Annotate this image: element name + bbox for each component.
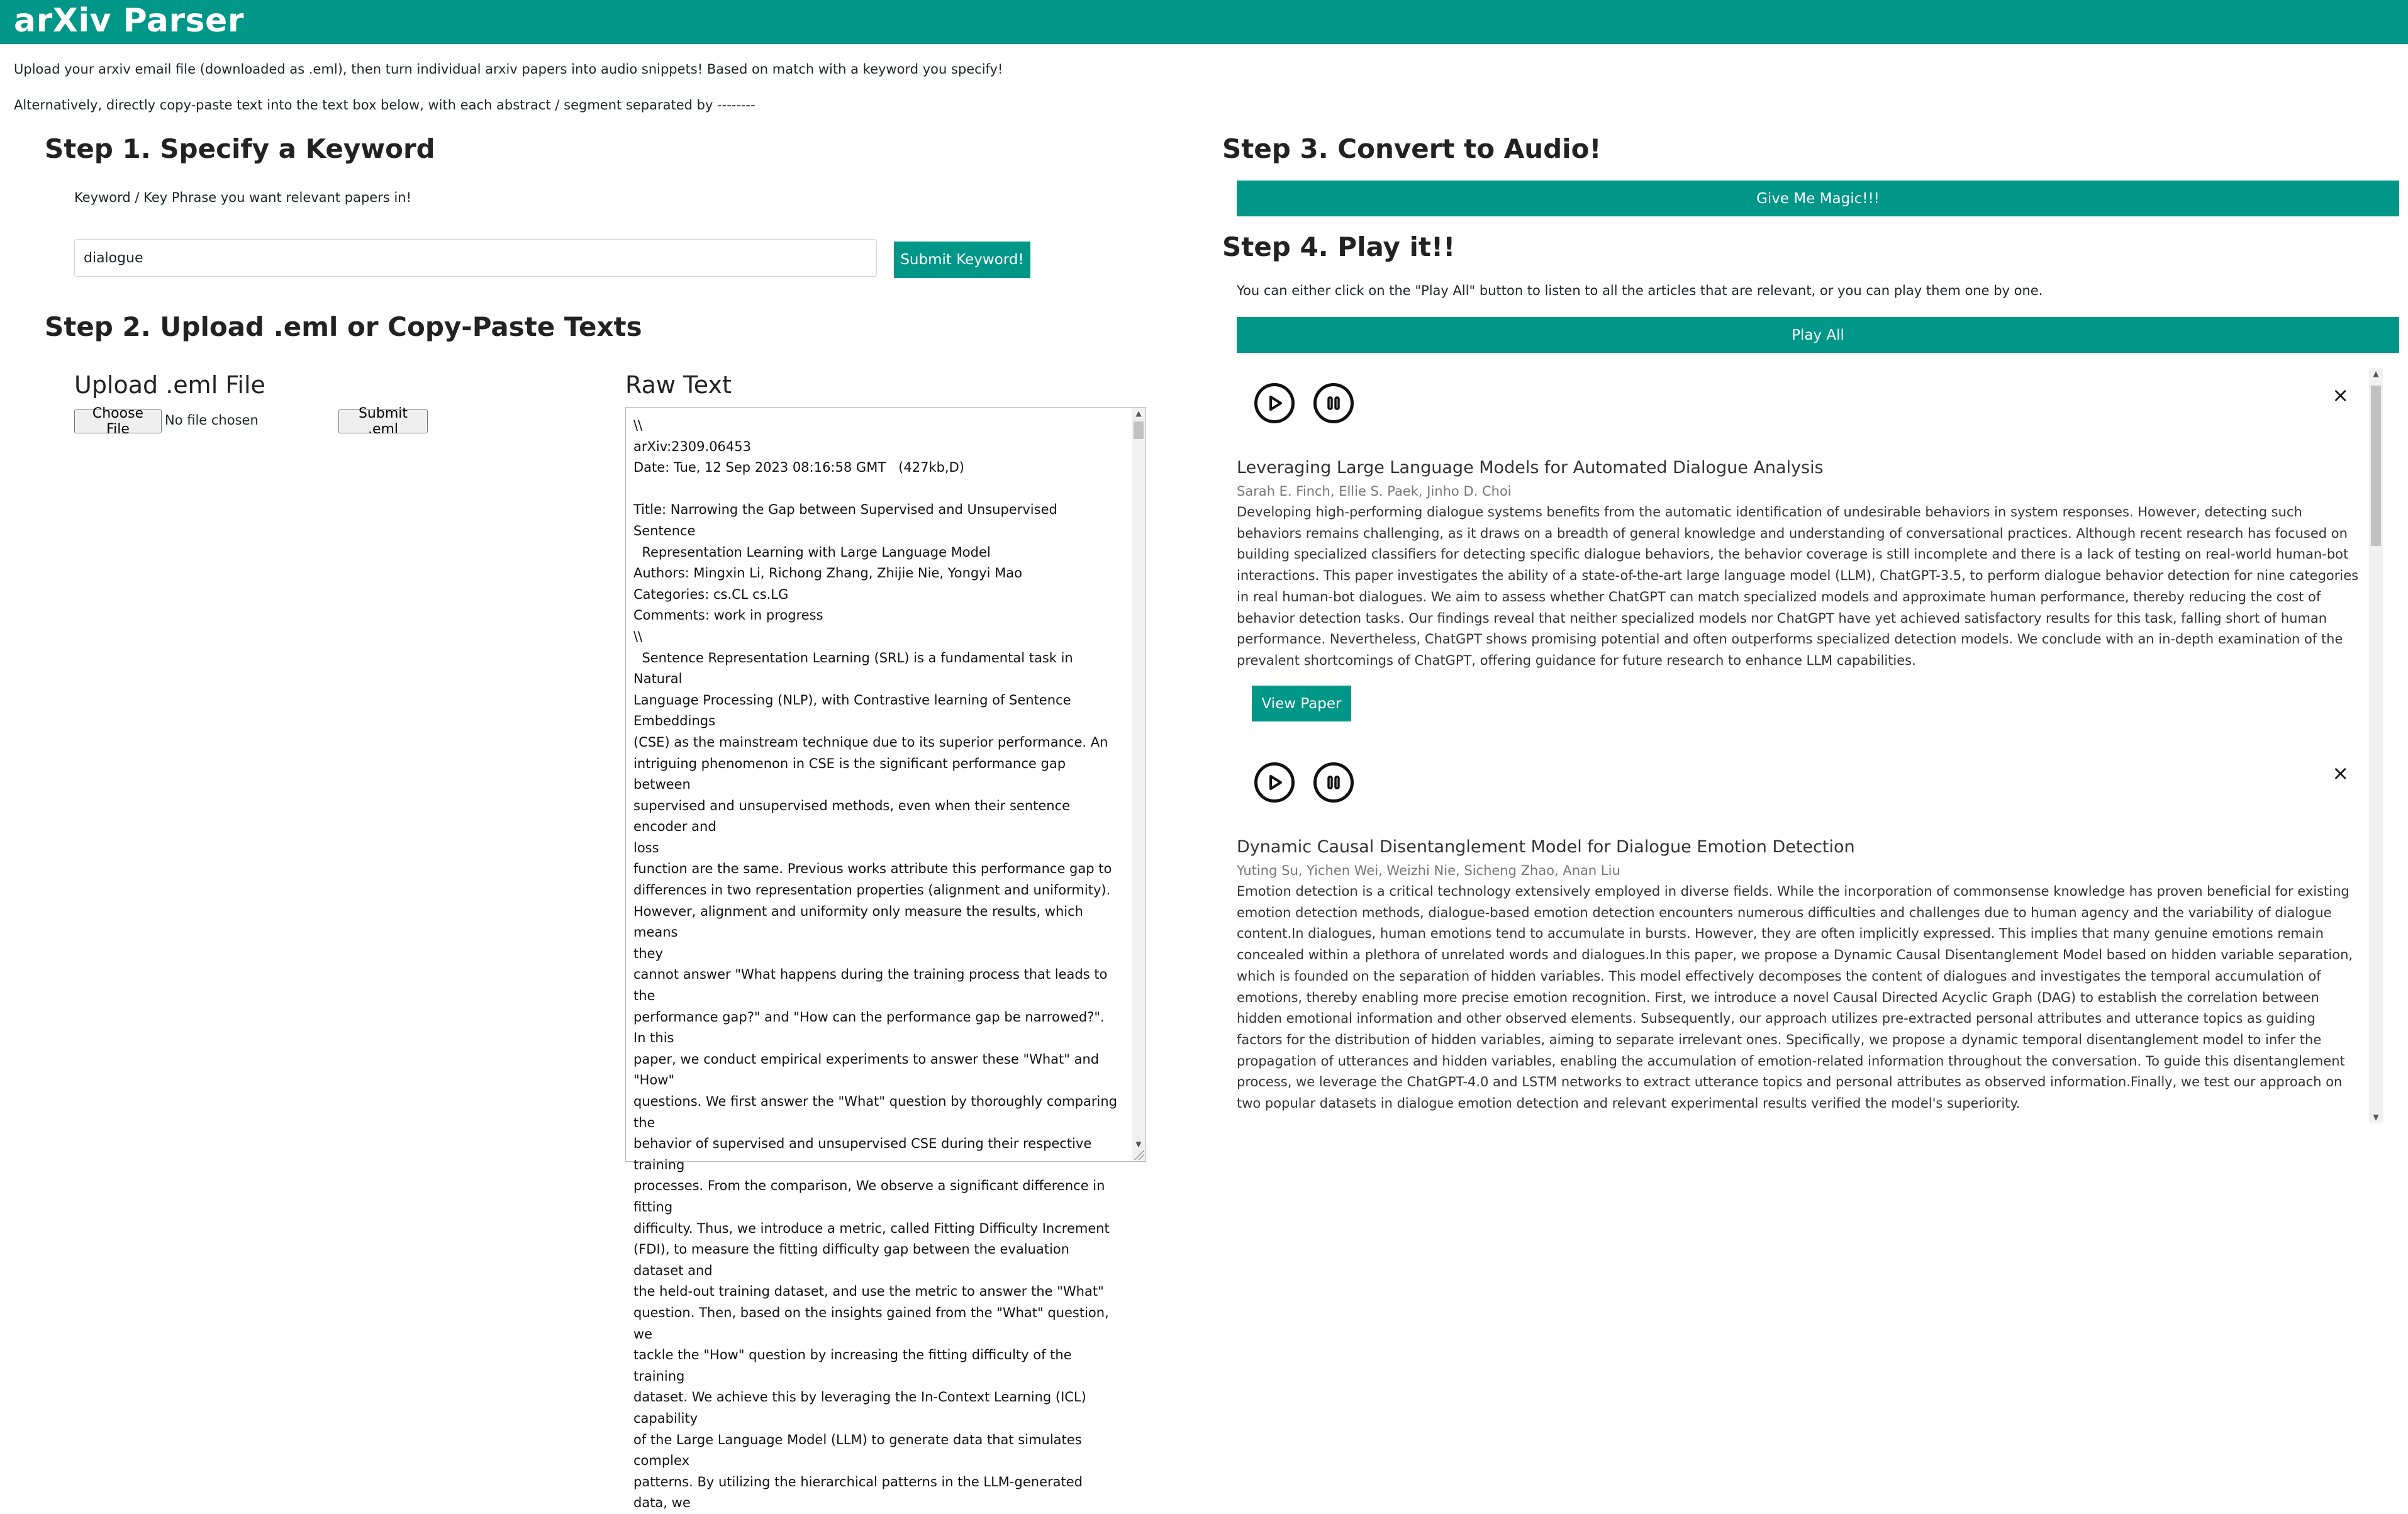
play-instructions: You can either click on the "Play All" button to listen to all the articles that are relevant, or you can play them one by one. [1237,283,2043,298]
raw-text-content: \\ arXiv:2309.06453 Date: Tue, 12 Sep 2023 08:16:58 GMT (427kb,D) Title: Narrowing the Gap between Supervised and Unsupervised Sentence Representation Learning with Large Language Model Authors: Mingxin Li, Richong Zhang, Zhijie Nie, Yongyi Mao Categories: cs.CL cs.LG Comments: work in progress \\ Sentence Representation Learning (SRL) is a fundamental task in Natural Language Processing (NLP), with Contrastive learning of Sentence Embeddings (CSE) as the mainstream technique due to its superior performance. An intriguing phenomenon in CSE is the significant performance gap between supervised and unsupervised methods, even when their sentence encoder and loss function are the same. Previous works attribute this performance gap to differences in two representation properties (alignment and uniformity). However, alignment and uniformity only measure the results, which means they cannot answer "What happens during the training process that leads to the performance gap?" and "How can the performance gap be narrowed?". In this paper, we conduct empirical experiments to answer these "What" and "How" questions. We first answer the "What" question by thoroughly comparing the behavior of supervised and unsupervised CSE during their respective training processes. From the comparison, We observe a significant difference in fitting difficulty. Thus, we introduce a metric, called Fitting Difficulty Increment (FDI), to measure the fitting difficulty gap between the evaluation dataset and the held-out training dataset, and use the metric to answer the "What" question. Then, based on the insights gained from the "What" question, we tackle the "How" question by increasing the fitting difficulty of the training dataset. We achieve this by leveraging the In-Context Learning (ICL) capability of the Large Language Model (LLM) to generate data that simulates complex patterns. By utilizing the hierarchical patterns in the LLM-generated data, we [633,418,1117,1511]
paper-list [1237,366,2408,1121]
raw-text-heading: Raw Text [625,371,732,399]
upload-heading: Upload .eml File [74,371,265,399]
paper-list-scroll-thumb[interactable] [2371,386,2381,546]
pause-circle-icon[interactable] [1313,762,1354,803]
paper-abstract: Emotion detection is a critical technology extensively employed in diverse fields. While the incorporation of commonsense knowledge has proven beneficial for existing emotion detection methods, dialogue-based emotion detection encounters numerous difficulties and challenges due to human agency and the variability of dialogue content.In dialogues, human emotions tend to accumulate in bursts. However, they are often implicitly expressed. This implies that many genuine emotions remain concealed within a plethora of unrelated words and dialogues.In this paper, we propose a Dynamic Causal Disentanglement Model based on hidden variable separation, which is founded on the separation of hidden variables. This model effectively decomposes the content of dialogues and investigates the temporal accumulation of emotions, thereby enabling more precise emotion recognition. First, we introduce a novel Causal Directed Acyclic Graph (DAG) to establish the correlation between hidden emotional information and other observed elements. Subsequently, our approach utilizes pre-extracted personal attributes and utterance topics as guiding factors for the distribution of hidden variables, aiming to separate irrelevant ones. Specifically, we propose a dynamic temporal disentanglement model to infer the propagation of utterances and hidden variables, enabling the accumulation of emotion-related information throughout the conversation. To guide this disentanglement process, we leverage the ChatGPT-4.0 and LSTM networks to extract utterance topics and personal attributes as observed information.Finally, we test our approach on two popular datasets in dialogue emotion detection and relevant experimental results verified the model's superiority. [1237,884,2353,1111]
scroll-down-arrow-icon[interactable]: ▼ [1135,1140,1142,1149]
pause-circle-icon[interactable] [1313,383,1354,423]
paper-title: Leveraging Large Language Models for Automated Dialogue Analysis [1237,458,1824,477]
app-title: arXiv Parser [14,2,244,40]
close-icon[interactable]: × [2332,383,2349,407]
step3-heading: Step 3. Convert to Audio! [1222,133,1602,164]
intro-line-1: Upload your arxiv email file (downloaded as .eml), then turn individual arxiv papers into audio snippets! Based on match with a keyword you specify! [14,62,1003,77]
play-circle-icon[interactable] [1254,383,1295,423]
step4-heading: Step 4. Play it!! [1222,231,1456,262]
view-paper-button[interactable]: View Paper [1252,686,1351,721]
choose-file-button[interactable]: Choose File [74,409,162,433]
paper-list-scrollbar[interactable] [2369,368,2383,1123]
paper-title: Dynamic Causal Disentanglement Model for Dialogue Emotion Detection [1237,837,1855,857]
intro-line-2: Alternatively, directly copy-paste text into the text box below, with each abstract / segment separated by -------- [14,97,755,113]
close-icon[interactable]: × [2332,761,2349,785]
scroll-up-arrow-icon[interactable]: ▲ [2373,369,2379,378]
step1-heading: Step 1. Specify a Keyword [45,133,435,164]
submit-keyword-button[interactable]: Submit Keyword! [894,242,1030,278]
raw-text-scroll-thumb[interactable] [1134,421,1144,439]
play-circle-icon[interactable] [1254,762,1295,803]
resize-grip-icon[interactable] [1134,1150,1144,1160]
raw-text-area[interactable] [625,407,1146,1511]
file-status: No file chosen [165,413,259,428]
give-me-magic-button[interactable]: Give Me Magic!!! [1237,181,2399,216]
play-all-button[interactable]: Play All [1237,317,2399,353]
app-header [0,0,2408,44]
paper-abstract: Developing high-performing dialogue systems benefits from the automatic identification of undesirable behaviors in system responses. However, detecting such behaviors remains challenging, as it draws on a breadth of general knowledge and understanding of conversational practices. Although recent research has focused on building specialized classifiers for detecting specific dialogue behaviors, the behavior coverage is still incomplete and there is a lack of testing on real-world human-bot interactions. This paper investigates the ability of a state-of-the-art large language model (LLM), ChatGPT-3.5, to perform dialogue behavior detection for nine categories in real human-bot dialogues. We aim to assess whether ChatGPT can match specialized models and approximate human performance, thereby reducing the cost of behavior detection tasks. Our findings reveal that neither specialized models nor ChatGPT have yet achieved satisfactory results for this task, falling short of human performance. Nevertheless, ChatGPT shows promising potential and often outperforms specialized detection models. We conclude with an in-depth examination of the prevalent shortcomings of ChatGPT, offering guidance for future research to enhance LLM capabilities. [1237,504,2359,668]
scroll-down-arrow-icon[interactable]: ▼ [2373,1113,2379,1122]
step2-heading: Step 2. Upload .eml or Copy-Paste Texts [45,311,642,342]
paper-authors: Sarah E. Finch, Ellie S. Paek, Jinho D. Choi [1237,484,1512,499]
scroll-up-arrow-icon[interactable]: ▲ [1135,409,1142,418]
paper-authors: Yuting Su, Yichen Wei, Weizhi Nie, Sicheng Zhao, Anan Liu [1237,863,1620,878]
raw-text-scrollbar[interactable] [1132,408,1145,1161]
keyword-label: Keyword / Key Phrase you want relevant papers in! [74,190,412,205]
submit-eml-button[interactable]: Submit .eml [338,409,428,433]
keyword-input[interactable] [74,239,877,277]
